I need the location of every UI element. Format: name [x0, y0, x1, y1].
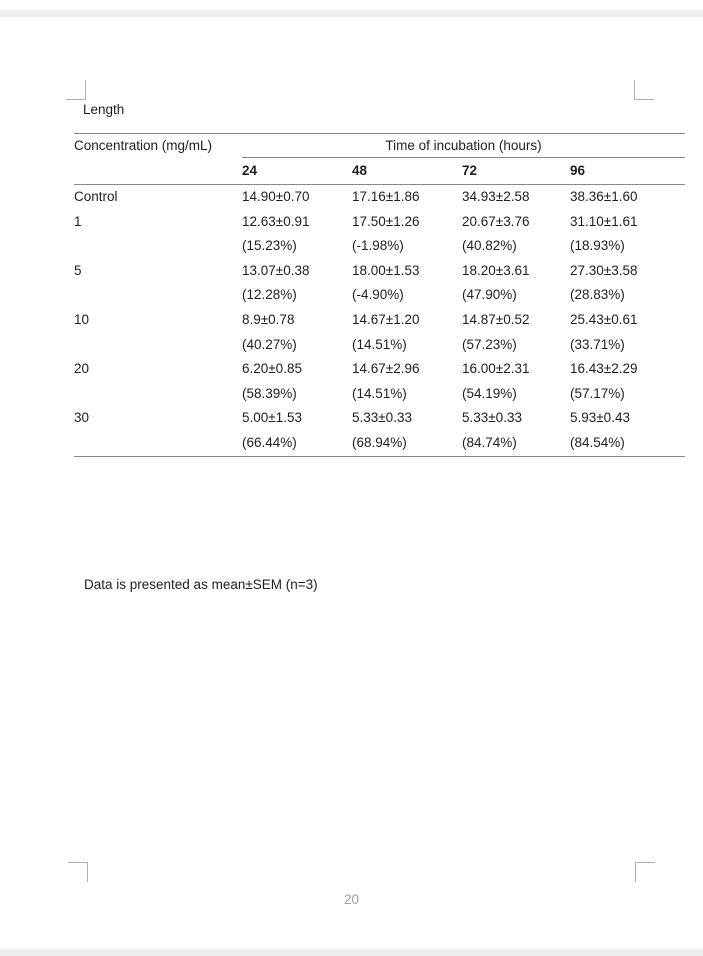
cell-mean-sem: 38.36±1.60	[570, 189, 638, 204]
table-title: Length	[83, 102, 125, 117]
cell-mean-sem: 14.67±1.20	[352, 311, 420, 327]
cell-percent: (18.93%)	[570, 238, 625, 254]
cell-mean-sem: 25.43±0.61	[570, 311, 638, 327]
cell-mean-sem: 14.87±0.52	[462, 311, 530, 327]
col-header-48h: 48	[352, 158, 462, 185]
table-cell	[352, 406, 462, 456]
cell-percent: (47.90%)	[462, 287, 517, 303]
table-cell	[462, 259, 570, 308]
table-cell	[570, 185, 685, 210]
cell-percent: (57.23%)	[462, 336, 517, 352]
col-header-time-span: Time of incubation (hours)	[242, 134, 685, 158]
table-row	[74, 406, 685, 456]
cell-percent: (12.28%)	[242, 287, 297, 303]
cell-mean-sem: 16.43±2.29	[570, 361, 638, 377]
table-cell	[462, 210, 570, 259]
table-cell	[352, 308, 462, 357]
table-cell	[462, 406, 570, 456]
margin-corner-mark-bottom-right	[635, 862, 655, 882]
table-row	[74, 308, 685, 357]
cell-mean-sem: 5.33±0.33	[352, 410, 412, 426]
cell-percent: (14.51%)	[352, 336, 407, 352]
row-label-concentration: 30	[74, 406, 242, 456]
table-cell	[462, 357, 570, 406]
cell-percent: (84.74%)	[462, 434, 517, 450]
row-label-concentration: 5	[74, 262, 82, 278]
cell-percent: (54.19%)	[462, 385, 517, 401]
table-cell	[352, 357, 462, 406]
table-footnote: Data is presented as mean±SEM (n=3)	[84, 577, 318, 592]
table-cell	[242, 308, 352, 357]
table-body	[74, 185, 685, 457]
table-cell	[570, 406, 685, 456]
row-label-concentration: 10	[74, 311, 90, 327]
row-label-concentration: 1	[74, 213, 82, 229]
cell-mean-sem: 17.50±1.26	[352, 213, 420, 229]
margin-corner-mark-top-right	[634, 80, 654, 100]
table-header-row-times	[74, 158, 685, 185]
page-gap-top	[0, 10, 703, 17]
table-cell	[570, 357, 685, 406]
table-cell	[352, 185, 462, 210]
cell-percent: (57.17%)	[570, 385, 625, 401]
cell-percent: (68.94%)	[352, 434, 407, 450]
cell-mean-sem: 18.00±1.53	[352, 262, 420, 278]
page-gap-bottom	[0, 949, 703, 956]
cell-mean-sem: 17.16±1.86	[352, 189, 420, 204]
table-cell	[570, 308, 685, 357]
cell-percent: (14.51%)	[352, 385, 407, 401]
col-header-concentration: Concentration (mg/mL)	[74, 138, 213, 153]
cell-mean-sem: 5.00±1.53	[242, 410, 302, 426]
cell-percent: (58.39%)	[242, 385, 297, 401]
row-label-concentration: 20	[74, 361, 90, 377]
col-header-24h: 24	[242, 158, 352, 185]
cell-mean-sem: 6.20±0.85	[242, 361, 302, 377]
margin-corner-mark-bottom-left	[68, 862, 88, 882]
cell-mean-sem: 13.07±0.38	[242, 262, 310, 278]
table-row	[74, 357, 685, 406]
table-cell	[352, 259, 462, 308]
table-row	[74, 210, 685, 259]
cell-mean-sem: 5.33±0.33	[462, 410, 522, 426]
cell-percent: (15.23%)	[242, 238, 297, 254]
col-header-72h: 72	[462, 158, 570, 185]
cell-mean-sem: 31.10±1.61	[570, 213, 638, 229]
table-cell	[570, 259, 685, 308]
row-label-concentration: Control	[74, 189, 118, 204]
cell-mean-sem: 14.90±0.70	[242, 189, 310, 204]
cell-percent: (28.83%)	[570, 287, 625, 303]
cell-mean-sem: 16.00±2.31	[462, 361, 530, 377]
table-cell	[462, 308, 570, 357]
cell-percent: (84.54%)	[570, 434, 625, 450]
margin-corner-mark-top-left	[66, 80, 86, 100]
cell-percent: (40.27%)	[242, 336, 297, 352]
data-table	[74, 133, 685, 457]
page-number: 20	[343, 892, 360, 907]
table-cell	[242, 259, 352, 308]
cell-percent: (-4.90%)	[352, 287, 404, 303]
table-row	[74, 259, 685, 308]
cell-mean-sem: 14.67±2.96	[352, 361, 420, 377]
table-cell	[242, 406, 352, 456]
cell-mean-sem: 20.67±3.76	[462, 213, 530, 229]
cell-mean-sem: 18.20±3.61	[462, 262, 530, 278]
table-cell	[242, 210, 352, 259]
cell-percent: (40.82%)	[462, 238, 517, 254]
cell-percent: (66.44%)	[242, 434, 297, 450]
table-header-row-group	[74, 134, 685, 158]
table-cell	[242, 357, 352, 406]
cell-mean-sem: 27.30±3.58	[570, 262, 638, 278]
table-cell	[570, 210, 685, 259]
table-cell	[242, 185, 352, 210]
table-cell	[352, 210, 462, 259]
table-row	[74, 185, 685, 210]
table-cell	[462, 185, 570, 210]
col-header-empty	[74, 158, 242, 185]
col-header-96h: 96	[570, 158, 685, 185]
cell-mean-sem: 34.93±2.58	[462, 189, 530, 204]
cell-percent: (33.71%)	[570, 336, 625, 352]
cell-percent: (-1.98%)	[352, 238, 404, 254]
cell-mean-sem: 12.63±0.91	[242, 213, 310, 229]
cell-mean-sem: 5.93±0.43	[570, 410, 630, 426]
cell-mean-sem: 8.9±0.78	[242, 311, 295, 327]
